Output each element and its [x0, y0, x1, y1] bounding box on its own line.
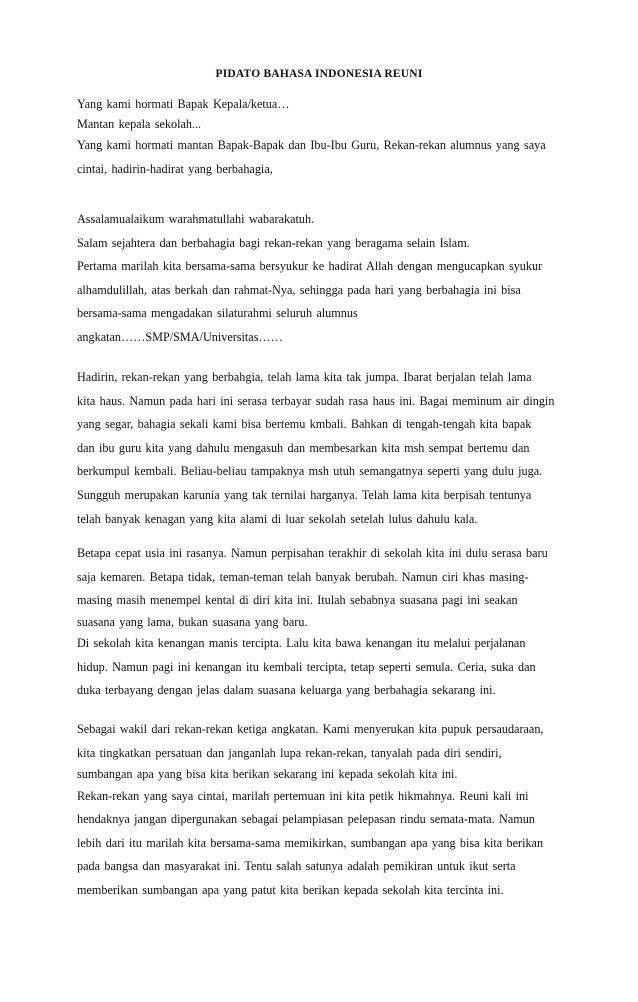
- text-line: Sungguh merupakan karunia yang tak ternilai harganya. Telah lama kita berpisah tentunya: [77, 487, 532, 502]
- text-line: Rekan-rekan yang saya cintai, marilah pertemuan ini kita petik hikmahnya. Reuni kali ini: [77, 788, 529, 803]
- text-line: Di sekolah kita kenangan manis tercipta. Lalu kita bawa kenangan itu melalui perjalanan: [77, 636, 526, 651]
- text-line: angkatan……SMP/SMA/Universitas……: [77, 329, 283, 344]
- text-line: memberikan sumbangan apa yang patut kita berikan kepada sekolah kita tercinta ini.: [77, 883, 504, 898]
- text-line: Assalamualaikum warahmatullahi wabarakatuh.: [77, 212, 315, 226]
- text-line: sumbangan apa yang bisa kita berikan sekarang ini kepada sekolah kita ini.: [77, 767, 458, 782]
- text-line: dan ibu guru kita yang dahulu mengasuh dan membesarkan kita msh sempat bertemu dan: [77, 440, 530, 455]
- text-line: Pertama marilah kita bersama-sama bersyukur ke hadirat Allah dengan mengucapkan syukur: [77, 259, 543, 274]
- text-line: hendaknya jangan dipergunakan sebagai pelampiasan pelepasan rindu semata-mata. Namun: [77, 812, 535, 827]
- text-line: Yang kami hormati mantan Bapak-Bapak dan Ibu-Ibu Guru, Rekan-rekan alumnus yang saya: [77, 138, 546, 152]
- text-line: kita haus. Namun pada hari ini serasa terbayar sudah rasa haus ini. Bagai meminum air dingin: [77, 393, 555, 408]
- text-line: suasana yang lama, bukan suasana yang baru.: [77, 614, 308, 629]
- paragraph-hadirin: [77, 366, 577, 531]
- text-line: Mantan kepala sekolah...: [77, 116, 202, 131]
- text-line: Sebagai wakil dari rekan-rekan ketiga angkatan. Kami menyerukan kita pupuk persaudaraan,: [77, 722, 544, 736]
- text-line: cintai, hadirin-hadirat yang berbahagia,: [77, 161, 273, 176]
- text-line: yang segar, bahagia sekali kami bisa bertemu kmbali. Bahkan di tengah-tengah kita bapak: [77, 417, 532, 432]
- paragraph-salam: [77, 208, 577, 350]
- paragraph-greeting: [77, 95, 577, 181]
- paragraph-betapa: [77, 542, 577, 703]
- text-line: berkumpul kembali. Beliau-beliau tampaknya msh utuh semangatnya seperti yang dulu juga.: [77, 464, 543, 479]
- text-line: duka terbayang dengan jelas dalam suasana keluarga yang berbahagia sekarang ini.: [77, 683, 496, 698]
- text-line: Betapa cepat usia ini rasanya. Namun perpisahan terakhir di sekolah kita ini dulu serasa baru: [77, 546, 548, 560]
- paragraph-sebagai: [77, 718, 577, 903]
- text-line: telah banyak kenagan yang kita alami di luar sekolah setelah lulus dahulu kala.: [77, 511, 478, 526]
- text-line: Hadirin, rekan-rekan yang berbahgia, telah lama kita tak jumpa. Ibarat berjalan telah lama: [77, 370, 532, 384]
- text-line: hidup. Namun pagi ini kenangan itu kembali tercipta, tetap seperti semula. Ceria, suka dan: [77, 659, 536, 674]
- document-title: PIDATO BAHASA INDONESIA REUNI: [215, 68, 423, 80]
- text-line: saja kemaren. Betapa tidak, teman-teman telah banyak berubah. Namun ciri khas masing-: [77, 569, 529, 584]
- text-line: masing masih menempel kental di diri kita ini. Itulah sebabnya suasana pagi ini seakan: [77, 593, 518, 608]
- text-line: pada bangsa dan masyarakat ini. Tentu salah satunya adalah pemikiran untuk ikut serta: [77, 859, 516, 874]
- text-line: alhamdulillah, atas berkah dan rahmat-Nya, sehingga pada hari yang berbahagia ini bisa: [77, 282, 521, 297]
- text-line: lebih dari itu marilah kita bersama-sama memikirkan, sumbangan apa yang bisa kita berikan: [77, 835, 544, 850]
- text-line: kita tingkatkan persatuan dan janganlah lupa rekan-rekan, tanyalah pada diri sendiri,: [77, 745, 502, 760]
- text-line: Yang kami hormati Bapak Kepala/ketua…: [77, 97, 290, 111]
- text-line: Salam sejahtera dan berbahagia bagi rekan-rekan yang beragama selain Islam.: [77, 235, 470, 250]
- text-line: bersama-sama mengadakan silaturahmi seluruh alumnus: [77, 306, 358, 321]
